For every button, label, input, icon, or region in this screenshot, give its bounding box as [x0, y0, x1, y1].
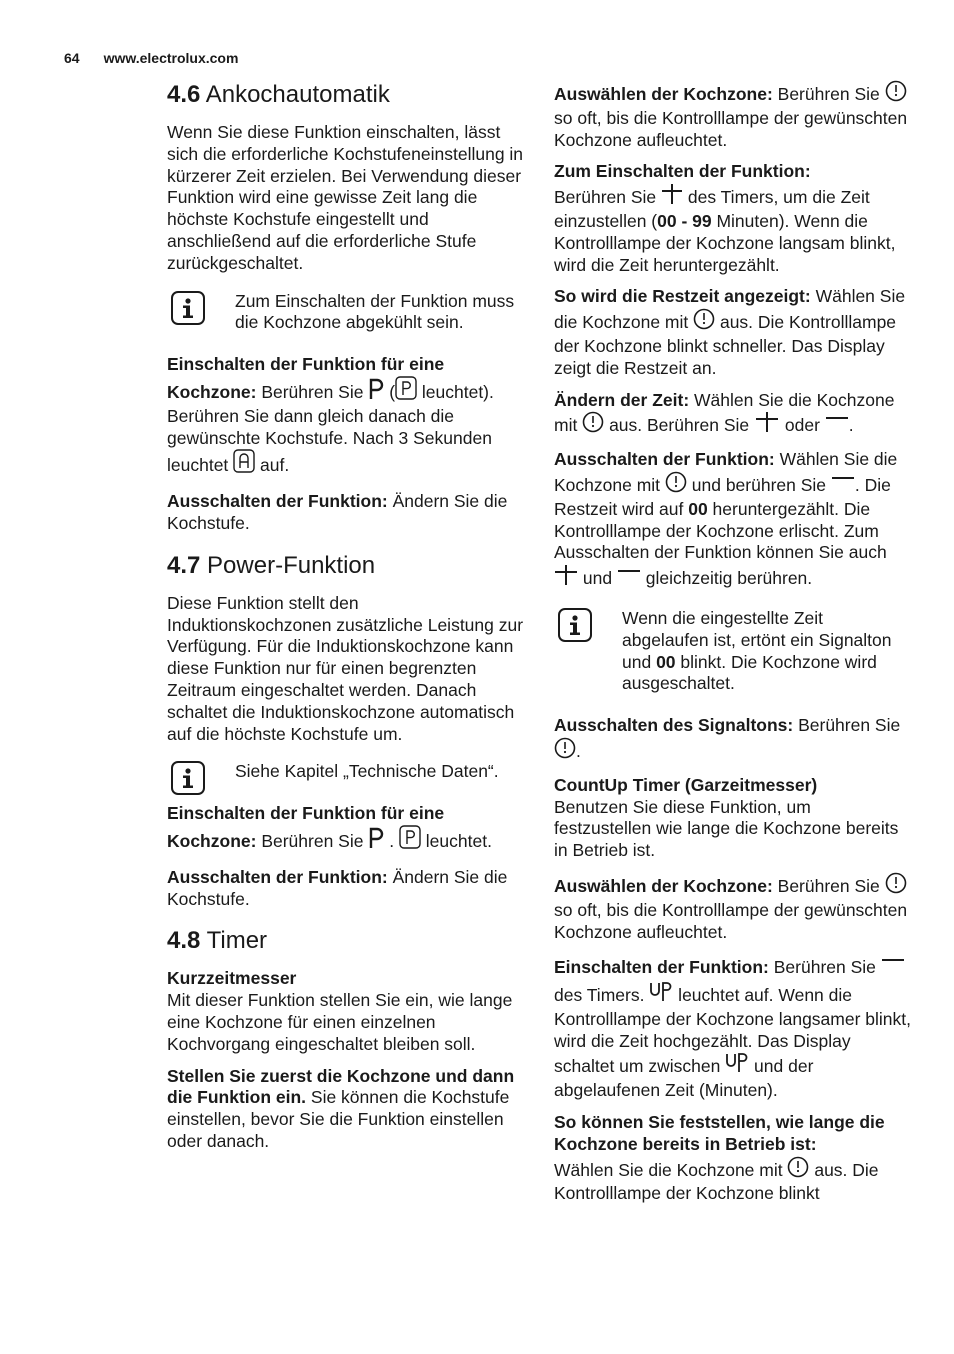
right-column — [554, 80, 912, 1215]
section-4-6-intro: Wenn Sie diese Funktion einschalten, lässt sich die erforderliche Kochstufeneinstellung in kürzerer Zeit erzielen. Bei Verwendung dieser Funktion wird eine gewisse Zeit lang die höchste Kochstufe eingestellt und anschließend auf die erforderliche Stufe zurückgeschaltet. — [167, 122, 524, 273]
info-note-4-6 — [167, 291, 527, 335]
website-url: www.electrolux.com — [103, 50, 239, 66]
plus-icon — [754, 411, 780, 439]
timer-clock-icon — [554, 737, 576, 765]
timer-clock-icon — [885, 80, 907, 108]
elapsed-time-instructions: So können Sie feststellen, wie lange die Kochzone bereits in Betrieb ist: Wählen Sie die Kochzone mit aus. Die Kontrolllampe der Kochzone blinkt — [554, 1112, 885, 1204]
change-time-instructions: Ändern der Zeit: Wählen Sie die Kochzone mit aus. Berühren Sie oder . — [554, 390, 912, 440]
p-display-icon — [399, 825, 421, 855]
s47-on-instructions: Einschalten der Funktion für eine Kochzone: Berühren Sie . leuchtet. — [167, 803, 527, 855]
timer-off-instructions: Ausschalten der Funktion: Wählen Sie die Kochzone mit und berühren Sie . Die Restzeit wird auf 00 heruntergezählt. Die Kontrolllampe der Kochzone erlischt. Zum Ausschalten der Funktion können Sie auch und gleichzeitig berühren. — [554, 449, 912, 592]
section-4-6-heading: 4.6 Ankochautomatik — [167, 81, 390, 108]
info-note-timer — [554, 608, 912, 695]
a-display-icon — [233, 449, 255, 479]
up-display-icon — [649, 981, 673, 1009]
plus-icon — [661, 183, 683, 211]
info-note-text: Wenn die eingestellte Zeit abgelaufen ist, ertönt ein Signalton und 00 blinkt. Die Kochzone wird ausgeschaltet. — [622, 607, 892, 694]
info-icon — [171, 761, 205, 795]
left-column — [167, 80, 527, 1163]
info-note-text: Siehe Kapitel „Technische Daten“. — [235, 761, 499, 782]
page-number: 64 — [64, 50, 80, 66]
section-4-7-heading: 4.7 Power-Funktion — [167, 551, 376, 579]
countup-select-zone: Auswählen der Kochzone: Berühren Sie so oft, bis die Kontrolllampe der gewünschten Kochzone aufleuchtet. — [554, 872, 912, 943]
timer-on-instructions: Zum Einschalten der Funktion: Berühren Sie des Timers, um die Zeit einzustellen (00 - 99 Minuten). Wenn die Kontrolllampe der Kochzone langsam blinkt, wird die Zeit heruntergezählt. — [554, 161, 896, 275]
kurzzeitmesser-paragraph: Kurzzeitmesser Mit dieser Funktion stellen Sie ein, wie lange eine Kochzone für einen einzelnen Kochvorgang eingeschaltet bleiben soll. — [167, 968, 513, 1054]
signal-off-instructions: Ausschalten des Signaltons: Berühren Sie . — [554, 715, 912, 765]
p-symbol-icon — [368, 378, 384, 406]
p-symbol-icon — [368, 827, 384, 855]
section-4-8-heading: 4.8 Timer — [167, 927, 268, 955]
plus-icon — [554, 564, 578, 592]
info-icon — [171, 291, 205, 325]
info-note-text: Zum Einschalten der Funktion muss die Kochzone abgekühlt sein. — [235, 290, 515, 333]
timer-clock-icon — [885, 872, 907, 900]
timer-clock-icon — [665, 471, 687, 499]
countup-on-instructions: Einschalten der Funktion: Berühren Sie des Timers. leuchtet auf. Wenn die Kontrolllampe der Kochzone langsamer blinkt, wird die Zeit hochgezählt. Das Display schaltet um zwischen und der abgelaufenen Zeit (Minuten). — [554, 953, 912, 1102]
p-display-icon — [395, 376, 417, 406]
timer-first-step: Stellen Sie zuerst die Kochzone und dann die Funktion ein. Sie können die Kochstufe einstellen, bevor Sie die Funktion einstellen oder danach. — [167, 1065, 515, 1151]
page-header — [64, 50, 238, 66]
minus-icon — [881, 953, 905, 981]
s46-on-instructions: Einschalten der Funktion für eine Kochzone: Berühren Sie ( leuchtet). Berühren Sie dann gleich danach die gewünschte Kochstufe. Nach 3 Sekunden leuchtet auf. — [167, 354, 527, 479]
info-icon — [558, 608, 592, 642]
timer-clock-icon — [787, 1156, 809, 1184]
timer-clock-icon — [582, 411, 604, 439]
countup-intro: CountUp Timer (Garzeitmesser) Benutzen Sie diese Funktion, um festzustellen wie lange die Kochzone bereits in Betrieb ist. — [554, 774, 899, 861]
minus-icon — [825, 411, 849, 439]
minus-icon — [831, 471, 855, 499]
select-zone-instructions: Auswählen der Kochzone: Berühren Sie so oft, bis die Kontrolllampe der gewünschten Kochzone aufleuchtet. — [554, 80, 912, 151]
remaining-time-instructions: So wird die Restzeit angezeigt: Wählen Sie die Kochzone mit aus. Die Kontrolllampe der Kochzone blinkt schneller. Das Display zeigt die Restzeit an. — [554, 286, 906, 378]
minus-icon — [617, 564, 641, 592]
s46-off-instructions: Ausschalten der Funktion: Ändern Sie die Kochstufe. — [167, 491, 508, 533]
timer-clock-icon — [693, 308, 715, 336]
up-display-icon — [725, 1052, 749, 1080]
s47-off-instructions: Ausschalten der Funktion: Ändern Sie die Kochstufe. — [167, 866, 508, 909]
info-note-4-7 — [167, 761, 527, 783]
section-4-7-intro: Diese Funktion stellt den Induktionskochzonen zusätzliche Leistung zur Verfügung. Für die Induktionskochzone kann diese Funktion nur für einen begrenzten Zeitraum eingeschaltet werden. Danach schaltet die Induktionskochzone automatisch auf die höchste Kochstufe um. — [167, 592, 524, 744]
